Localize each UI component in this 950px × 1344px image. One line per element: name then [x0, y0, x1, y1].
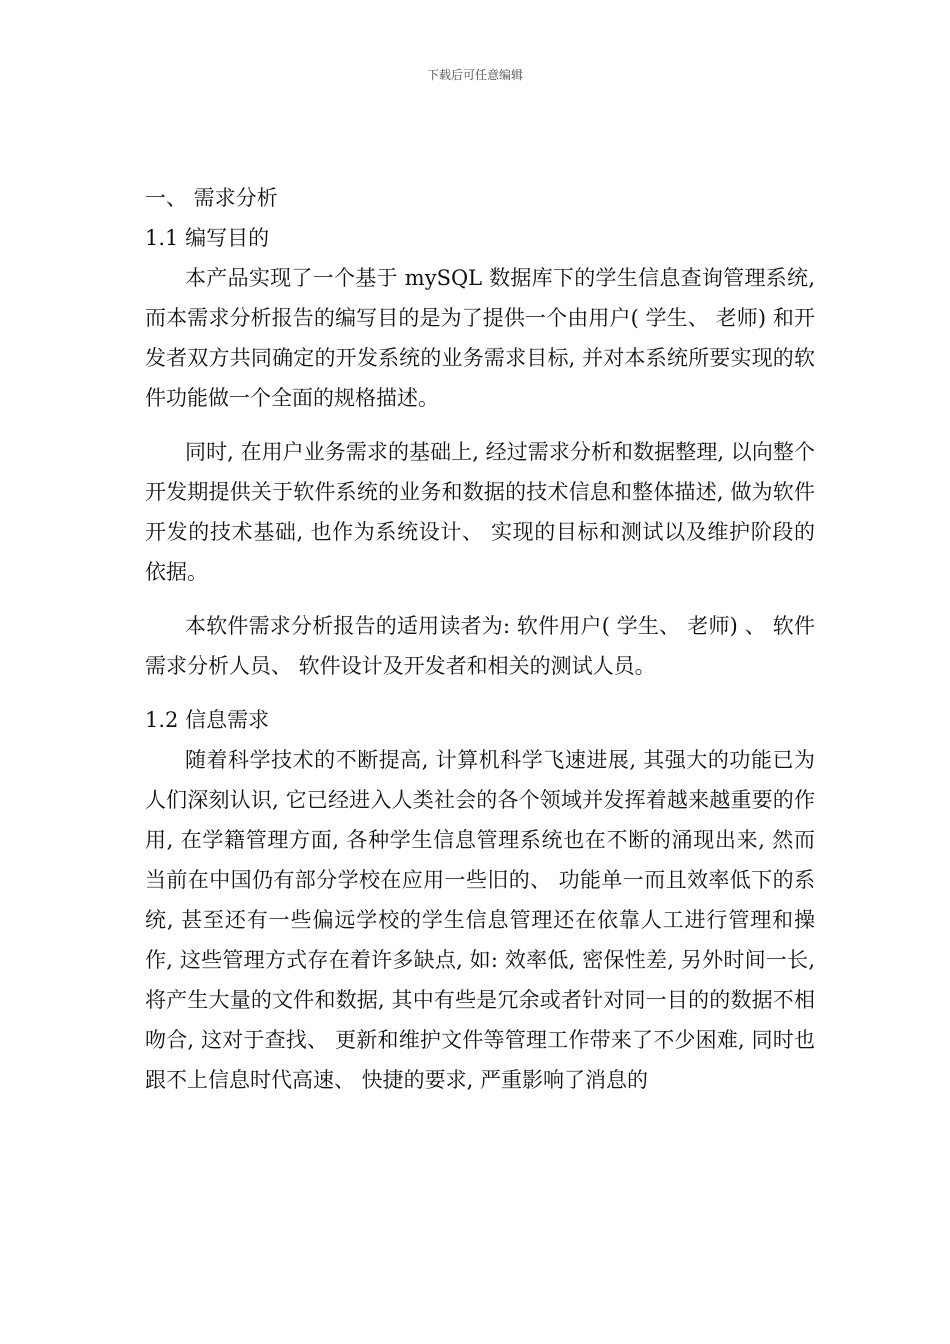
paragraph-purpose-2: 同时, 在用户业务需求的基础上, 经过需求分析和数据整理, 以向整个开发期提供关于软件系统的业务和数据的技术信息和整体描述, 做为软件开发的技术基础, 也作为系统设计、 实现的目标和测试以及维护阶段的依据。 — [145, 440, 815, 584]
document-body — [145, 178, 815, 1100]
paragraph-purpose-3: 本软件需求分析报告的适用读者为: 软件用户( 学生、 老师) 、 软件需求分析人员、 软件设计及开发者和相关的测试人员。 — [145, 614, 815, 678]
paragraph-information-1: 随着科学技术的不断提高, 计算机科学飞速进展, 其强大的功能已为人们深刻认识, 它已经进入人类社会的各个领域并发挥着越来越重要的作用, 在学籍管理方面, 各种学生信息管理系统也在不断的涌现出来, 然而当前在中国仍有部分学校在应用一些旧的、 功能单一而且效率低下的系统, 甚至还有一些偏远学校的学生信息管理还在依靠人工进行管理和操作, 这些管理方式存在着许多缺点, 如: 效率低, 密保性差, 另外时间一长, 将产生大量的文件和数据, 其中有些是冗余或者针对同一目的的数据不相吻合, 这对于查找、 更新和维护文件等管理工作带来了不少困难, 同时也跟不上信息时代高速、 快捷的要求, 严重影响了消息的 — [145, 748, 815, 1092]
paragraph-purpose-1: 本产品实现了一个基于 mySQL 数据库下的学生信息查询管理系统, 而本需求分析报告的编写目的是为了提供一个由用户( 学生、 老师) 和开发者双方共同确定的开发系统的业务需求目标, 并对本系统所要实现的软件功能做一个全面的规格描述。 — [145, 266, 815, 410]
section-heading-requirements-analysis: 一、 需求分析 — [145, 186, 278, 210]
page-header-note: 下载后可任意编辑 — [426, 68, 523, 82]
section-heading-information-requirements: 1.2 信息需求 — [145, 708, 270, 732]
section-heading-purpose: 1.1 编写目的 — [145, 226, 270, 250]
